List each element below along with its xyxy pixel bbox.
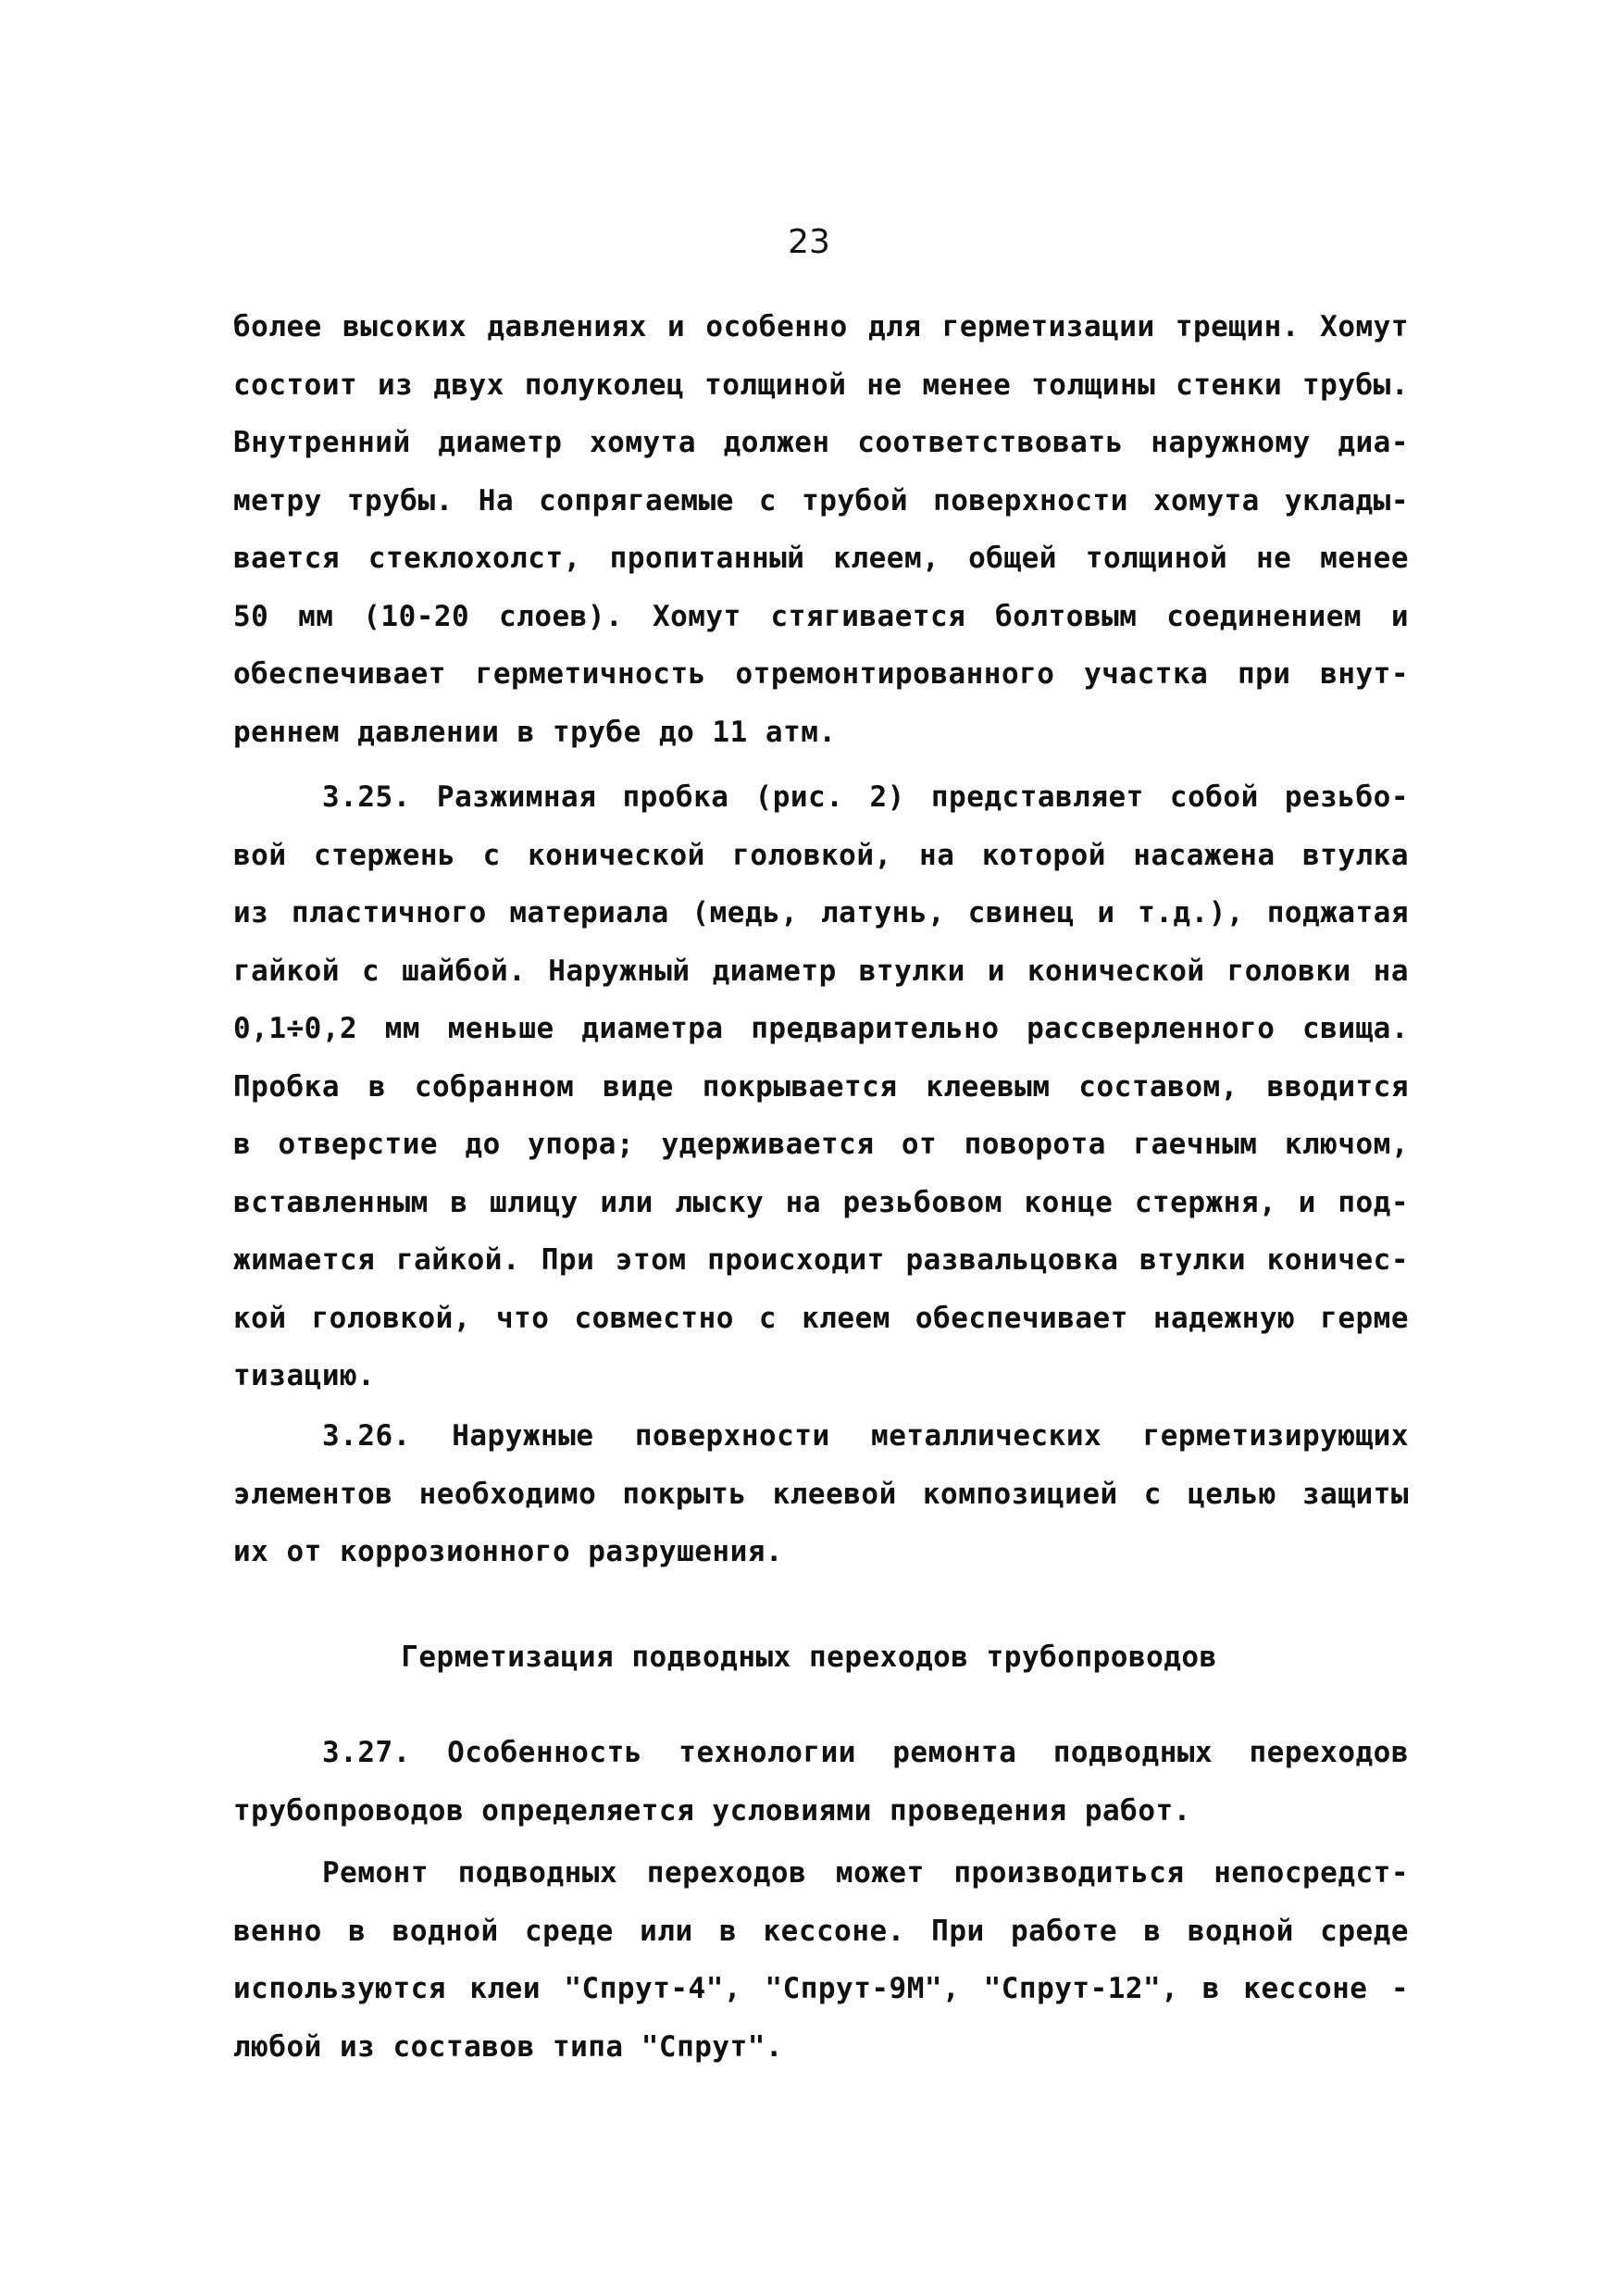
text-line: венно в водной среде или в кессоне. При работе в водной среде <box>233 1914 1409 1948</box>
text-line: в отверстие до упора; удерживается от поворота гаечным ключом, <box>233 1128 1409 1161</box>
text-line: 0,1÷0,2 мм меньше диаметра предварительно рассверленного свища. <box>233 1012 1409 1045</box>
text-line: тизацию. <box>233 1359 376 1392</box>
text-line: вается стеклохолст, пропитанный клеем, общей толщиной не менее <box>233 542 1409 575</box>
page-number: 23 <box>788 223 830 261</box>
text-line: гайкой с шайбой. Наружный диаметр втулки и конической головки на <box>233 954 1409 988</box>
text-line: трубопроводов определяется условиями проведения работ. <box>233 1793 1191 1828</box>
paragraph-3-25 <box>233 768 1409 1405</box>
text-line: Пробка в собранном виде покрывается клеевым составом, вводится <box>233 1069 1409 1104</box>
text-line: 50 мм (10-20 слоев). Хомут стягивается болтовым соединением и <box>233 599 1409 633</box>
text-line: кой головкой, что совместно с клеем обеспечивает надежную герме <box>233 1301 1409 1335</box>
text-line: 3.27. Особенность технологии ремонта подводных переходов <box>322 1736 1409 1769</box>
text-line: Ремонт подводных переходов может производиться непосредст- <box>322 1856 1409 1890</box>
paragraph-continued <box>233 298 1409 761</box>
paragraph-3-26 <box>233 1407 1409 1581</box>
paragraph-repair <box>233 1844 1409 2076</box>
text-line: обеспечивает герметичность отремонтированного участка при внут- <box>233 657 1409 691</box>
text-line: состоит из двух полуколец толщиной не менее толщины стенки трубы. <box>233 368 1409 402</box>
section-heading: Герметизация подводных переходов трубопроводов <box>401 1641 1217 1674</box>
text-line: любой из составов типа "Спрут". <box>233 2029 784 2064</box>
text-line: используются клеи "Спрут-4", "Спрут-9М", "Спрут-12", в кессоне - <box>233 1972 1409 2005</box>
text-line: из пластичного материала (медь, латунь, свинец и т.д.), поджатая <box>233 896 1409 930</box>
text-line: вставленным в шлицу или лыску на резьбовом конце стержня, и под- <box>233 1185 1409 1219</box>
text-line: вой стержень с конической головкой, на которой насажена втулка <box>233 838 1409 872</box>
text-line: элементов необходимо покрыть клеевой композицией с целью защиты <box>233 1477 1409 1511</box>
text-line: их от коррозионного разрушения. <box>233 1535 784 1568</box>
paragraph-3-27 <box>233 1724 1409 1840</box>
text-line: более высоких давлениях и особенно для герметизации трещин. Хомут <box>233 310 1409 343</box>
text-line: метру трубы. На сопрягаемые с трубой поверхности хомута уклады- <box>233 483 1409 518</box>
text-line: жимается гайкой. При этом происходит развальцовка втулки коничес- <box>233 1243 1409 1277</box>
text-line: реннем давлении в трубе до 11 атм. <box>233 715 837 749</box>
text-line: 3.25. Разжимная пробка (рис. 2) представляет собой резьбо- <box>322 780 1409 814</box>
text-line: 3.26. Наружные поверхности металлических герметизирующих <box>322 1419 1409 1453</box>
text-line: Внутренний диаметр хомута должен соответствовать наружному диа- <box>233 426 1409 459</box>
